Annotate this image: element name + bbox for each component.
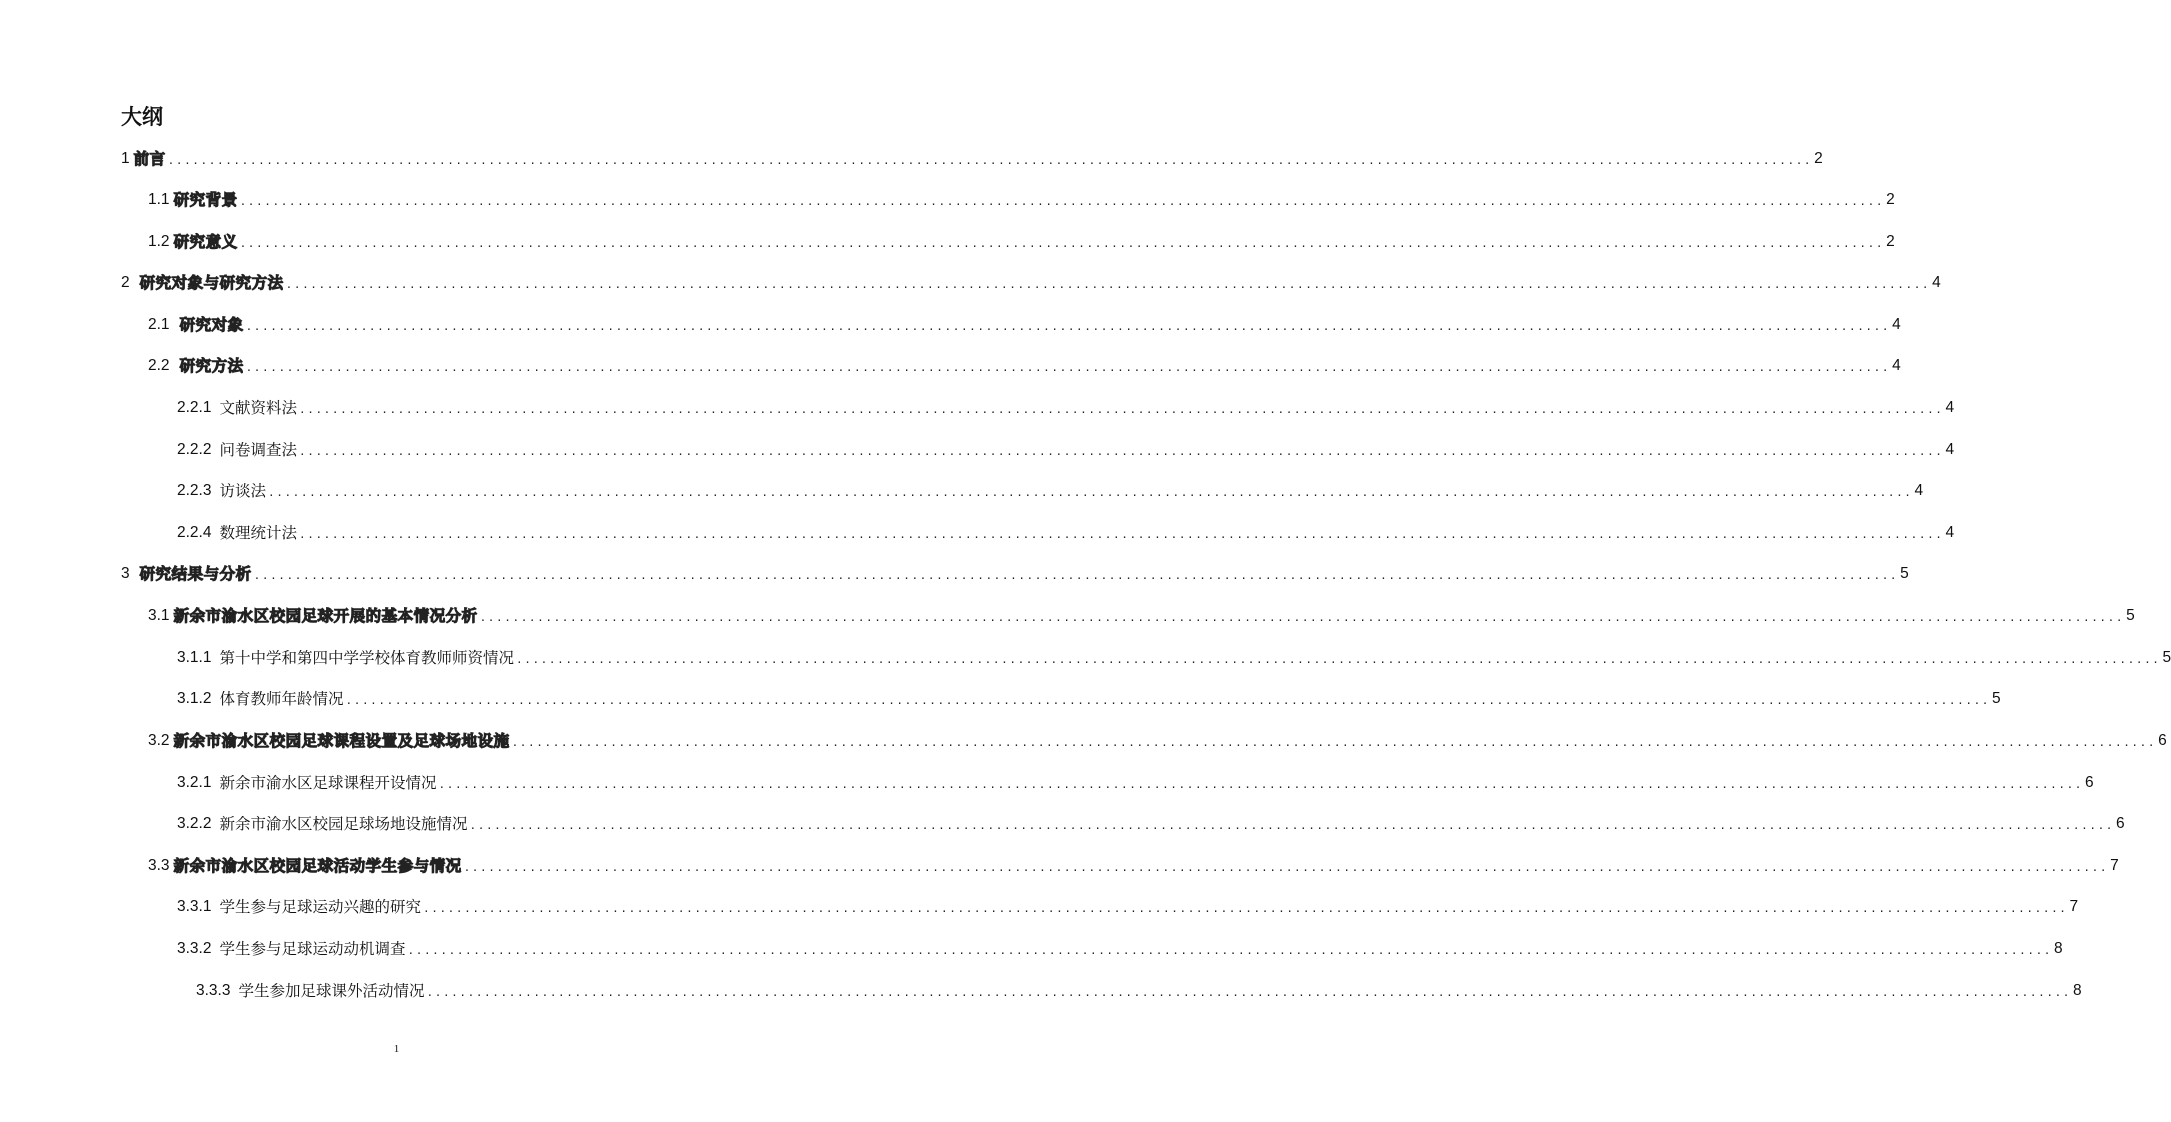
toc-entry-number: 3.2.1 [177,774,212,791]
toc-entry[interactable] [148,355,1901,377]
toc-entry-page: 8 [2054,940,2063,957]
toc-dot-leader: ........................................................................................................................................................................................................ [407,944,2053,957]
toc-entry-page: 5 [1900,565,1909,582]
toc-entry-label: 新余市渝水区校园足球开展的基本情况分析 [173,607,478,625]
toc-dot-leader: ........................................................................................................................................................................................................ [268,486,1913,499]
toc-entry-number: 2 [121,274,130,291]
toc-entry[interactable] [121,272,1941,294]
toc-entry-label: 问卷调查法 [219,441,297,459]
toc-dot-leader: ........................................................................................................................................................................................................ [423,902,2068,915]
toc-entry-label: 研究意义 [173,233,238,251]
toc-dot-leader: ........................................................................................................................................................................................................ [299,528,1944,541]
toc-entry[interactable] [148,605,2135,627]
toc-entry-page: 4 [1945,399,1955,416]
toc-entry-page: 4 [1892,357,1901,374]
toc-entry-label: 新余市渝水区校园足球课程设置及足球场地设施 [173,732,510,750]
toc-dot-leader: ........................................................................................................................................................................................................ [239,195,1885,208]
toc-entry-label: 研究对象 [179,316,244,334]
toc-entry-label: 研究对象与研究方法 [139,274,284,292]
toc-entry-number: 3.2.2 [177,815,212,832]
toc-entry-label: 研究背景 [173,191,238,209]
toc-entry-number: 3.2 [148,732,170,749]
toc-dot-leader: ........................................................................................................................................................................................................ [463,861,2109,874]
toc-dot-leader: ........................................................................................................................................................................................................ [469,819,2115,832]
toc-entry[interactable] [177,480,1924,502]
toc-dot-leader: ........................................................................................................................................................................................................ [299,403,1944,416]
toc-entry[interactable] [177,938,2063,960]
toc-entry-page: 4 [1945,524,1955,541]
toc-entry-page: 7 [2110,857,2119,874]
toc-entry-page: 6 [2085,774,2094,791]
toc-entry-number: 2.2.1 [177,399,212,416]
toc-dot-leader: ........................................................................................................................................................................................................ [167,154,1813,167]
toc-entry-page: 4 [1932,274,1941,291]
toc-entry-page: 4 [1945,441,1955,458]
toc-entry-page: 7 [2069,898,2079,915]
toc-dot-leader: ........................................................................................................................................................................................................ [479,611,2125,624]
toc-entry-number: 3.1 [148,607,170,624]
toc-dot-leader: ........................................................................................................................................................................................................ [239,237,1885,250]
toc-entry[interactable] [196,980,2082,1002]
toc-entry-label: 学生参与足球运动动机调查 [219,940,406,958]
toc-entry-number: 3.3.1 [177,898,212,915]
toc-entry-number: 3.3.3 [196,982,231,999]
toc-entry-number: 2.2.3 [177,482,212,499]
toc-entry[interactable] [177,896,2079,918]
toc-entry-number: 3.1.2 [177,690,212,707]
toc-entry-label: 新余市渝水区足球课程开设情况 [219,774,437,792]
toc-entry-label: 访谈法 [219,482,266,500]
toc-entry-label: 研究方法 [179,357,244,375]
toc-dot-leader: ........................................................................................................................................................................................................ [285,278,1931,291]
toc-entry-label: 数理统计法 [219,524,297,542]
toc-entry[interactable] [177,772,2094,794]
toc-entry-number: 3.3.2 [177,940,212,957]
toc-entry-page: 2 [1886,233,1895,250]
toc-entry-page: 6 [2116,815,2125,832]
toc-entry-label: 研究结果与分析 [139,565,252,583]
toc-entry-page: 2 [1814,150,1823,167]
toc-entry-page: 5 [2126,607,2135,624]
toc-entry[interactable] [177,813,2125,835]
toc-entry-label: 前言 [133,150,166,168]
toc-entry-label: 文献资料法 [219,399,297,417]
toc-entry-page: 8 [2073,982,2082,999]
toc-entry-number: 3 [121,565,130,582]
toc-entry-page: 4 [1914,482,1924,499]
toc-entry-page: 4 [1892,316,1901,333]
toc-dot-leader: ........................................................................................................................................................................................................ [438,778,2084,791]
toc-entry-number: 3.3 [148,857,170,874]
toc-entry[interactable] [177,522,1955,544]
toc-entry[interactable] [148,189,1895,211]
toc-entry-label: 学生参加足球课外活动情况 [238,982,425,1000]
toc-entry-number: 2.2.2 [177,441,212,458]
toc-entry[interactable] [177,647,2171,669]
toc-entry-label: 第十中学和第四中学学校体育教师师资情况 [219,649,514,667]
toc-dot-leader: ........................................................................................................................................................................................................ [516,653,2161,666]
toc-entry-label: 新余市渝水区校园足球场地设施情况 [219,815,468,833]
toc-dot-leader: ........................................................................................................................................................................................................ [245,361,1891,374]
toc-entry-label: 新余市渝水区校园足球活动学生参与情况 [173,857,462,875]
toc-title: 大纲 [121,105,163,129]
toc-entry-number: 2.2.4 [177,524,212,541]
toc-entry-page: 6 [2158,732,2167,749]
page-number: 1 [393,1043,400,1055]
toc-dot-leader: ........................................................................................................................................................................................................ [299,445,1944,458]
toc-entry-number: 2.2 [148,357,170,374]
toc-entry[interactable] [148,314,1901,336]
toc-entry-number: 1 [121,150,130,167]
toc-dot-leader: ........................................................................................................................................................................................................ [253,569,1899,582]
toc-entry[interactable] [177,439,1955,461]
toc-entry-page: 5 [1992,690,2001,707]
toc-entry-page: 2 [1886,191,1895,208]
toc-entry-label: 学生参与足球运动兴趣的研究 [219,898,421,916]
toc-entry-page: 5 [2162,649,2171,666]
toc-entry[interactable] [148,231,1895,253]
toc-entry[interactable] [148,855,2119,877]
toc-entry[interactable] [121,563,1909,585]
toc-entry-number: 2.1 [148,316,170,333]
toc-dot-leader: ........................................................................................................................................................................................................ [426,986,2072,999]
toc-dot-leader: ........................................................................................................................................................................................................ [511,736,2157,749]
toc-dot-leader: ........................................................................................................................................................................................................ [245,320,1891,333]
toc-entry[interactable] [177,688,2001,710]
toc-entry-number: 1.2 [148,233,170,250]
toc-entry-label: 体育教师年龄情况 [219,690,344,708]
toc-entry-number: 1.1 [148,191,170,208]
toc-entry-number: 3.1.1 [177,649,212,666]
toc-entry[interactable] [148,730,2167,752]
toc-entry[interactable] [121,148,1823,170]
toc-entry[interactable] [177,397,1955,419]
toc-dot-leader: ........................................................................................................................................................................................................ [345,694,1991,707]
